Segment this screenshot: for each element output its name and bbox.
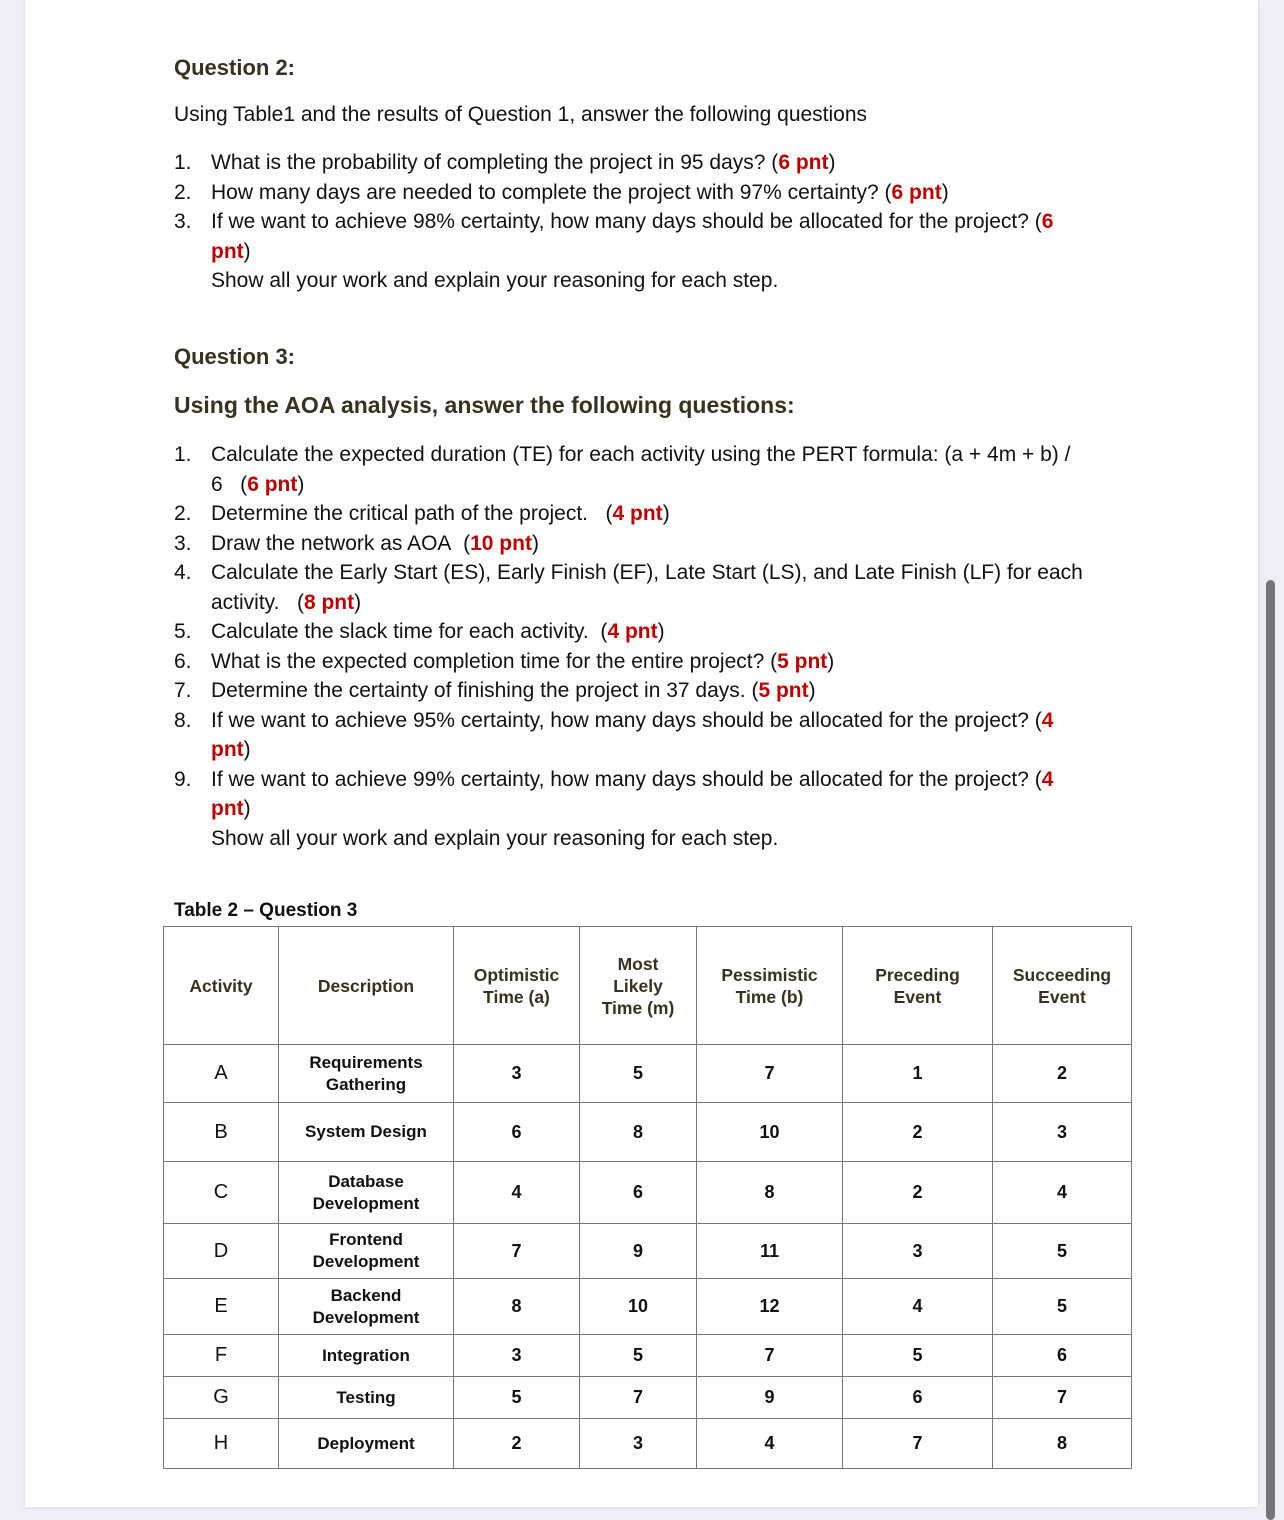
- header-most-likely: Most Likely Time (m): [580, 927, 697, 1045]
- list-item: 5. Calculate the slack time for each activity. (4 pnt): [174, 620, 665, 643]
- list-item: 7. Determine the certainty of finishing the project in 37 days. (5 pnt): [174, 679, 816, 702]
- header-description: Description: [279, 927, 454, 1045]
- list-item: 8. If we want to achieve 95% certainty, how many days should be allocated for the project? (4 pnt): [174, 708, 1054, 761]
- points-badge: 4 pnt: [211, 708, 1054, 761]
- points-badge: 6 pnt: [247, 472, 298, 496]
- list-item: 9. If we want to achieve 99% certainty, how many days should be allocated for the project? (4 pnt) Show all your work and explain your reasoning for each step.: [174, 765, 1124, 854]
- table-row: H Deployment 2 3 4 7 8: [164, 1419, 1132, 1469]
- instruction-note: Show all your work and explain your reasoning for each step.: [211, 826, 779, 850]
- list-item: 2. Determine the critical path of the project. (4 pnt): [174, 502, 670, 525]
- points-badge: 5 pnt: [758, 679, 809, 702]
- list-item: 6. What is the expected completion time for the entire project? (5 pnt): [174, 649, 835, 673]
- header-preceding-event: Preceding Event: [843, 927, 993, 1045]
- question-2-title: Question 2:: [174, 55, 296, 80]
- header-succeeding-event: Succeeding Event: [993, 927, 1132, 1045]
- question-2-list: [174, 148, 1124, 296]
- table-row: A Requirements Gathering 3 5 7 1 2: [164, 1045, 1132, 1103]
- points-badge: 4 pnt: [607, 620, 658, 643]
- table-row: B System Design 6 8 10 2 3: [164, 1103, 1132, 1162]
- points-badge: 4 pnt: [211, 767, 1054, 820]
- points-badge: 6 pnt: [891, 180, 942, 204]
- table-row: G Testing 5 7 9 6 7: [164, 1377, 1132, 1419]
- question-3-title: Question 3:: [174, 344, 296, 369]
- activity-table: [163, 926, 1132, 1469]
- points-badge: 10 pnt: [470, 531, 532, 555]
- points-badge: 8 pnt: [303, 590, 355, 614]
- table-row: F Integration 3 5 7 5 6: [164, 1335, 1132, 1377]
- question-3-list: [174, 440, 1124, 853]
- header-optimistic: Optimistic Time (a): [454, 927, 580, 1045]
- list-item: 4. Calculate the Early Start (ES), Early Finish (EF), Late Start (LS), and Late Finish (LF) for each activity. (8 pnt): [174, 561, 1083, 614]
- table-header-row: [164, 927, 1132, 1045]
- question-3-subtitle: Using the AOA analysis, answer the following questions:: [174, 392, 795, 418]
- table-row: E Backend Development 8 10 12 4 5: [164, 1279, 1132, 1335]
- header-activity: Activity: [164, 927, 279, 1045]
- points-badge: 5 pnt: [777, 649, 828, 673]
- header-pessimistic: Pessimistic Time (b): [697, 927, 843, 1045]
- list-item: 3. Draw the network as AOA (10 pnt): [174, 531, 539, 555]
- question-2-intro: Using Table1 and the results of Question 1, answer the following questions: [174, 103, 868, 126]
- table-row: C Database Development 4 6 8 2 4: [164, 1162, 1132, 1224]
- instruction-note: Show all your work and explain your reasoning for each step.: [211, 269, 779, 292]
- list-item: 1. Calculate the expected duration (TE) for each activity using the PERT formula: (a + 4m + b) / 6 (6 pnt): [174, 443, 1071, 496]
- list-item: 3. If we want to achieve 98% certainty, how many days should be allocated for the project? (6 pnt) Show all your work and explain your reasoning for each step.: [174, 207, 1124, 296]
- table-caption: Table 2 – Question 3: [174, 900, 358, 921]
- points-badge: 4 pnt: [612, 502, 663, 525]
- scrollbar-thumb[interactable]: [1266, 580, 1275, 1520]
- list-item: 2. How many days are needed to complete the project with 97% certainty? (6 pnt): [174, 180, 949, 204]
- list-item: 1. What is the probability of completing the project in 95 days? (6 pnt): [174, 151, 836, 174]
- points-badge: 6 pnt: [211, 210, 1054, 263]
- table-row: D Frontend Development 7 9 11 3 5: [164, 1224, 1132, 1279]
- points-badge: 6 pnt: [778, 151, 829, 174]
